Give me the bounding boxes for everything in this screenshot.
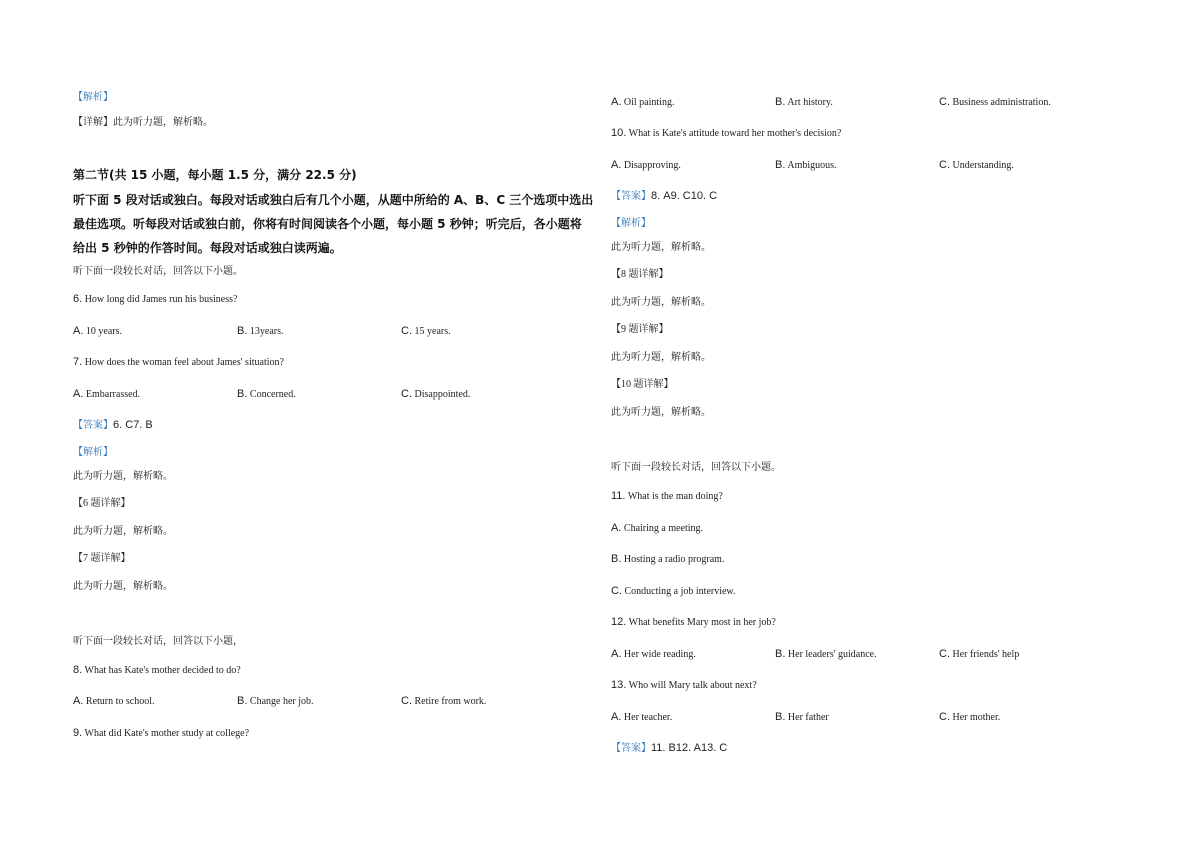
answer-tag: 【答案】 — [611, 191, 651, 202]
answer-value: 6. C — [113, 419, 134, 431]
analysis-note: 此为听力题，解析略。 — [611, 242, 711, 253]
option-text: Understanding. — [952, 160, 1014, 171]
option-label: B. — [237, 388, 248, 400]
question-number: 13. — [611, 679, 627, 691]
option-text: Her mother. — [952, 712, 1001, 723]
question-number: 7. — [73, 356, 83, 368]
option-label: C. — [939, 711, 950, 723]
option-text: Her wide reading. — [623, 649, 696, 660]
option-a — [611, 95, 674, 110]
option-label: B. — [775, 648, 786, 660]
option-label: B. — [775, 711, 786, 723]
option-text: 10 years. — [85, 326, 123, 337]
option-label: C. — [401, 695, 412, 707]
analysis-heading: 【解析】 — [73, 92, 113, 103]
option-c — [401, 324, 451, 339]
option-label: A. — [611, 522, 622, 534]
analysis-note: 此为听力题，解析略。 — [73, 471, 173, 482]
option-text: Disapproving. — [623, 160, 681, 171]
option-c — [401, 694, 486, 709]
option-label: A. — [73, 325, 84, 337]
analysis-heading: 【解析】 — [73, 447, 113, 458]
answer-tag: 【答案】 — [73, 420, 113, 431]
option-text: Her friends' help — [952, 649, 1020, 660]
option-label: C. — [939, 648, 950, 660]
answer-value: 11. B — [651, 742, 676, 754]
option-a — [611, 647, 696, 662]
question-text: What is Kate's attitude toward her mother's decision? — [628, 128, 842, 139]
listening-prompt: 听下面一段较长对话，回答以下小题。 — [611, 462, 781, 473]
option-b — [775, 158, 837, 173]
answer-value: 9. C — [670, 190, 691, 202]
option-text: Business administration. — [952, 97, 1051, 108]
answer-value: 12. A — [675, 742, 701, 754]
question-number: 11. — [611, 490, 626, 502]
detail-note-10: 此为听力题，解析略。 — [611, 407, 711, 418]
listening-prompt: 听下面一段较长对话，回答以下小题， — [73, 636, 243, 647]
detail-note-8: 此为听力题，解析略。 — [611, 297, 711, 308]
question-text: How long did James run his business? — [84, 294, 238, 305]
question-11-option-c — [611, 584, 736, 599]
option-label: A. — [611, 711, 622, 723]
answer-value: 8. A — [651, 190, 671, 202]
option-label: B. — [775, 96, 786, 108]
option-text: Embarrassed. — [85, 389, 141, 400]
question-11-option-b — [611, 552, 724, 567]
question-7 — [73, 355, 284, 370]
option-label: C. — [401, 388, 412, 400]
option-text: Her leaders' guidance. — [787, 649, 877, 660]
listening-prompt: 听下面一段较长对话，回答以下小题。 — [73, 266, 243, 277]
option-text: Chairing a meeting. — [623, 523, 704, 534]
option-b — [237, 324, 284, 339]
answer-tag: 【答案】 — [611, 743, 651, 754]
option-text: Retire from work. — [414, 696, 487, 707]
option-text: 13years. — [249, 326, 284, 337]
option-b — [775, 647, 877, 662]
option-b — [775, 710, 829, 725]
question-text: What is the man doing? — [627, 491, 723, 502]
option-text: Her teacher. — [623, 712, 673, 723]
option-label: A. — [73, 695, 84, 707]
option-text: Change her job. — [249, 696, 314, 707]
option-label: B. — [611, 553, 622, 565]
option-c — [939, 95, 1051, 110]
instruction-line-3: 给出 5 秒钟的作答时间。每段对话或独白读两遍。 — [73, 241, 342, 255]
detail-heading-10: 【10 题详解】 — [611, 379, 674, 390]
detail-note-9: 此为听力题，解析略。 — [611, 352, 711, 363]
option-label: A. — [611, 648, 622, 660]
option-label: B. — [237, 695, 248, 707]
detail-note: 【详解】此为听力题，解析略。 — [73, 117, 213, 128]
option-a — [73, 694, 155, 709]
option-text: Art history. — [787, 97, 833, 108]
option-label: C. — [939, 96, 950, 108]
detail-heading-8: 【8 题详解】 — [611, 269, 669, 280]
answer-line — [611, 741, 727, 756]
option-a — [611, 710, 672, 725]
question-11 — [611, 489, 723, 504]
answer-value: 10. C — [690, 190, 718, 202]
option-label: C. — [611, 585, 622, 597]
question-11-option-a — [611, 521, 703, 536]
answer-line — [611, 189, 717, 204]
question-text: What did Kate's mother study at college? — [84, 728, 250, 739]
option-a — [73, 387, 140, 402]
option-text: 15 years. — [414, 326, 451, 337]
option-c — [939, 647, 1019, 662]
detail-heading-9: 【9 题详解】 — [611, 324, 669, 335]
detail-heading-7: 【7 题详解】 — [73, 553, 131, 564]
option-text: Oil painting. — [623, 97, 675, 108]
option-b — [237, 387, 296, 402]
question-13 — [611, 678, 757, 693]
question-text: How does the woman feel about James' situation? — [84, 357, 284, 368]
option-b — [775, 95, 833, 110]
question-text: What benefits Mary most in her job? — [628, 617, 776, 628]
question-number: 6. — [73, 293, 83, 305]
analysis-heading: 【解析】 — [611, 218, 651, 229]
detail-note-7: 此为听力题，解析略。 — [73, 581, 173, 592]
option-label: B. — [775, 159, 786, 171]
question-9 — [73, 726, 249, 741]
option-label: A. — [73, 388, 84, 400]
question-number: 8. — [73, 664, 83, 676]
option-label: A. — [611, 159, 622, 171]
option-a — [73, 324, 122, 339]
question-number: 9. — [73, 727, 83, 739]
question-number: 12. — [611, 616, 627, 628]
answer-value: 13. C — [700, 742, 728, 754]
question-10 — [611, 126, 841, 141]
option-label: B. — [237, 325, 248, 337]
answer-value: 7. B — [133, 419, 153, 431]
instruction-line-1: 听下面 5 段对话或独白。每段对话或独白后有几个小题，从题中所给的 A、B、C 三个选项中选出 — [73, 193, 594, 207]
detail-heading-6: 【6 题详解】 — [73, 498, 131, 509]
option-c — [939, 158, 1014, 173]
option-b — [237, 694, 314, 709]
option-text: Hosting a radio program. — [623, 554, 725, 565]
option-text: Ambiguous. — [787, 160, 837, 171]
option-text: Return to school. — [85, 696, 155, 707]
question-8 — [73, 663, 241, 678]
question-12 — [611, 615, 776, 630]
section-title: 第二节(共 15 小题，每小题 1.5 分，满分 22.5 分) — [73, 168, 357, 182]
option-label: C. — [401, 325, 412, 337]
question-number: 10. — [611, 127, 627, 139]
option-label: C. — [939, 159, 950, 171]
option-text: Conducting a job interview. — [624, 586, 736, 597]
option-c — [939, 710, 1000, 725]
option-text: Her father — [787, 712, 829, 723]
option-a — [611, 158, 681, 173]
detail-note-6: 此为听力题，解析略。 — [73, 526, 173, 537]
question-6 — [73, 292, 237, 307]
option-text: Concerned. — [249, 389, 296, 400]
option-text: Disappointed. — [414, 389, 471, 400]
option-c — [401, 387, 470, 402]
question-text: Who will Mary talk about next? — [628, 680, 757, 691]
question-text: What has Kate's mother decided to do? — [84, 665, 241, 676]
instruction-line-2: 最佳选项。听每段对话或独白前，你将有时间阅读各个小题，每小题 5 秒钟；听完后，各小题将 — [73, 217, 582, 231]
option-label: A. — [611, 96, 622, 108]
answer-line — [73, 418, 153, 433]
